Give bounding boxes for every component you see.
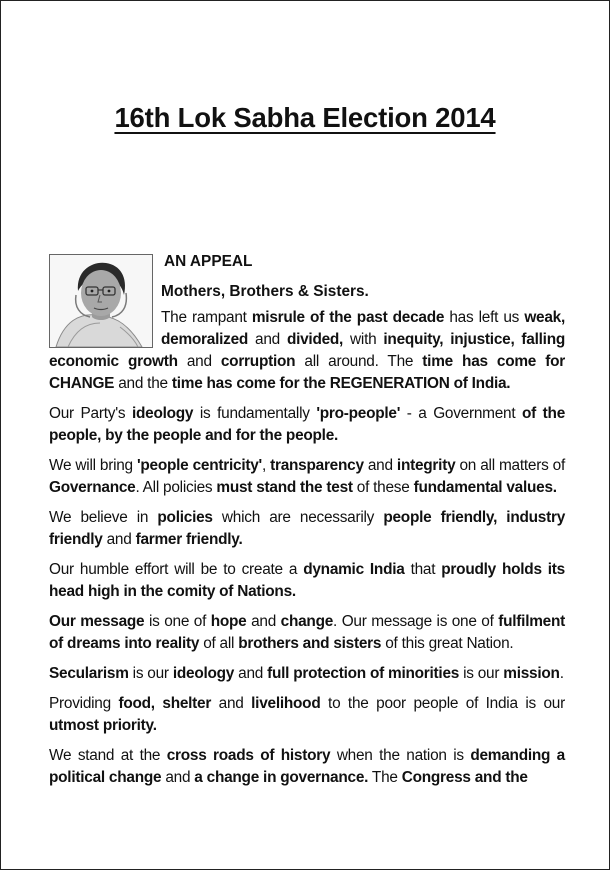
bold-text-run: time has come for the REGENERATION of India. <box>171 375 511 392</box>
text-run: We believe in <box>49 509 158 526</box>
bold-text-run: must stand the test <box>216 479 353 496</box>
bold-text-run: people friendly, industry friendly <box>49 509 566 548</box>
bold-text-run: full protection of minorities <box>267 665 460 682</box>
text-run: and <box>211 695 252 712</box>
text-run: and the <box>114 375 172 392</box>
bold-text-run: time has come for CHANGE <box>49 353 565 392</box>
text-run: and <box>102 531 136 548</box>
appeal-paragraph <box>49 745 565 789</box>
appeal-paragraph <box>49 507 565 551</box>
text-run: which are necessarily <box>212 509 384 526</box>
text-run: . <box>559 665 564 682</box>
text-run: and <box>234 665 268 682</box>
text-run: and <box>246 613 281 630</box>
text-run: is one of <box>144 613 211 630</box>
bold-text-run: transparency <box>270 457 364 474</box>
bold-text-run: misrule of the past decade <box>251 309 445 326</box>
bold-text-run: mission <box>503 665 560 682</box>
salutation: Mothers, Brothers & Sisters. <box>161 283 369 300</box>
text-run: Our Party's <box>49 405 132 422</box>
bold-text-run: corruption <box>220 353 296 370</box>
bold-text-run: Governance <box>49 479 136 496</box>
text-run: Our humble effort will be to create a <box>49 561 304 578</box>
text-run: , <box>261 457 271 474</box>
bold-text-run: divided, <box>286 331 344 348</box>
text-run: and <box>177 353 221 370</box>
appeal-paragraph <box>49 307 565 395</box>
appeal-paragraph <box>49 663 565 685</box>
bold-text-run: fundamental values. <box>413 479 557 496</box>
bold-text-run: demanding a political change <box>49 747 565 786</box>
bold-text-run: fulfilment of dreams into reality <box>49 613 566 652</box>
text-run: that <box>404 561 442 578</box>
text-run: on all matters of <box>455 457 565 474</box>
text-run: has left us <box>444 309 525 326</box>
bold-text-run: integrity <box>396 457 456 474</box>
bold-text-run: of the people, by the people and for the people. <box>49 405 565 444</box>
bold-text-run: 'pro-people' <box>316 405 401 422</box>
appeal-heading: AN APPEAL <box>164 253 253 270</box>
appeal-paragraph <box>49 693 565 737</box>
bold-text-run: ideology <box>172 665 235 682</box>
text-run: We stand at the <box>49 747 167 764</box>
bold-text-run: brothers and sisters <box>238 635 382 652</box>
bold-text-run: farmer friendly. <box>135 531 243 548</box>
bold-text-run: livelihood <box>251 695 321 712</box>
text-run: is our <box>128 665 173 682</box>
text-run: of all <box>199 635 239 652</box>
bold-text-run: Congress and the <box>401 769 528 786</box>
text-run: . All policies <box>135 479 217 496</box>
text-run: is fundamentally <box>193 405 317 422</box>
text-run: when the nation is <box>330 747 471 764</box>
text-run: is our <box>459 665 504 682</box>
text-run: . Our message is one of <box>333 613 499 630</box>
text-run: of this great Nation. <box>381 635 514 652</box>
bold-text-run: change <box>280 613 334 630</box>
appeal-body <box>49 307 565 797</box>
text-run: - a Government <box>400 405 523 422</box>
text-run: We will bring <box>49 457 137 474</box>
appeal-paragraph <box>49 611 565 655</box>
text-run: all around. The <box>295 353 423 370</box>
bold-text-run: ideology <box>131 405 194 422</box>
bold-text-run: utmost priority. <box>49 717 157 734</box>
bold-text-run: cross roads of history <box>166 747 331 764</box>
photo-wrap-spacer <box>49 307 161 351</box>
appeal-paragraph <box>49 455 565 499</box>
bold-text-run: policies <box>157 509 213 526</box>
bold-text-run: Secularism <box>49 665 129 682</box>
appeal-paragraph <box>49 403 565 447</box>
text-run: with <box>343 331 384 348</box>
text-run: and <box>363 457 397 474</box>
appeal-paragraph <box>49 559 565 603</box>
bold-text-run: dynamic India <box>303 561 405 578</box>
bold-text-run: weak, demoralized <box>161 309 565 348</box>
text-run: and <box>161 769 195 786</box>
bold-text-run: Our message <box>49 613 145 630</box>
bold-text-run: a change in governance. <box>194 769 369 786</box>
bold-text-run: food, shelter <box>118 695 212 712</box>
text-run: Providing <box>49 695 119 712</box>
bold-text-run: hope <box>210 613 247 630</box>
text-run: to the poor people of India is our <box>320 695 565 712</box>
text-run: of these <box>352 479 414 496</box>
bold-text-run: proudly holds its head high in the comity of Nations. <box>49 561 565 600</box>
bold-text-run: inequity, injustice, falling economic growth <box>49 331 566 370</box>
bold-text-run: 'people centricity' <box>136 457 262 474</box>
document-title: 16th Lok Sabha Election 2014 <box>114 102 496 133</box>
text-run: The rampant <box>161 309 252 326</box>
text-run: The <box>368 769 402 786</box>
text-run: and <box>248 331 287 348</box>
